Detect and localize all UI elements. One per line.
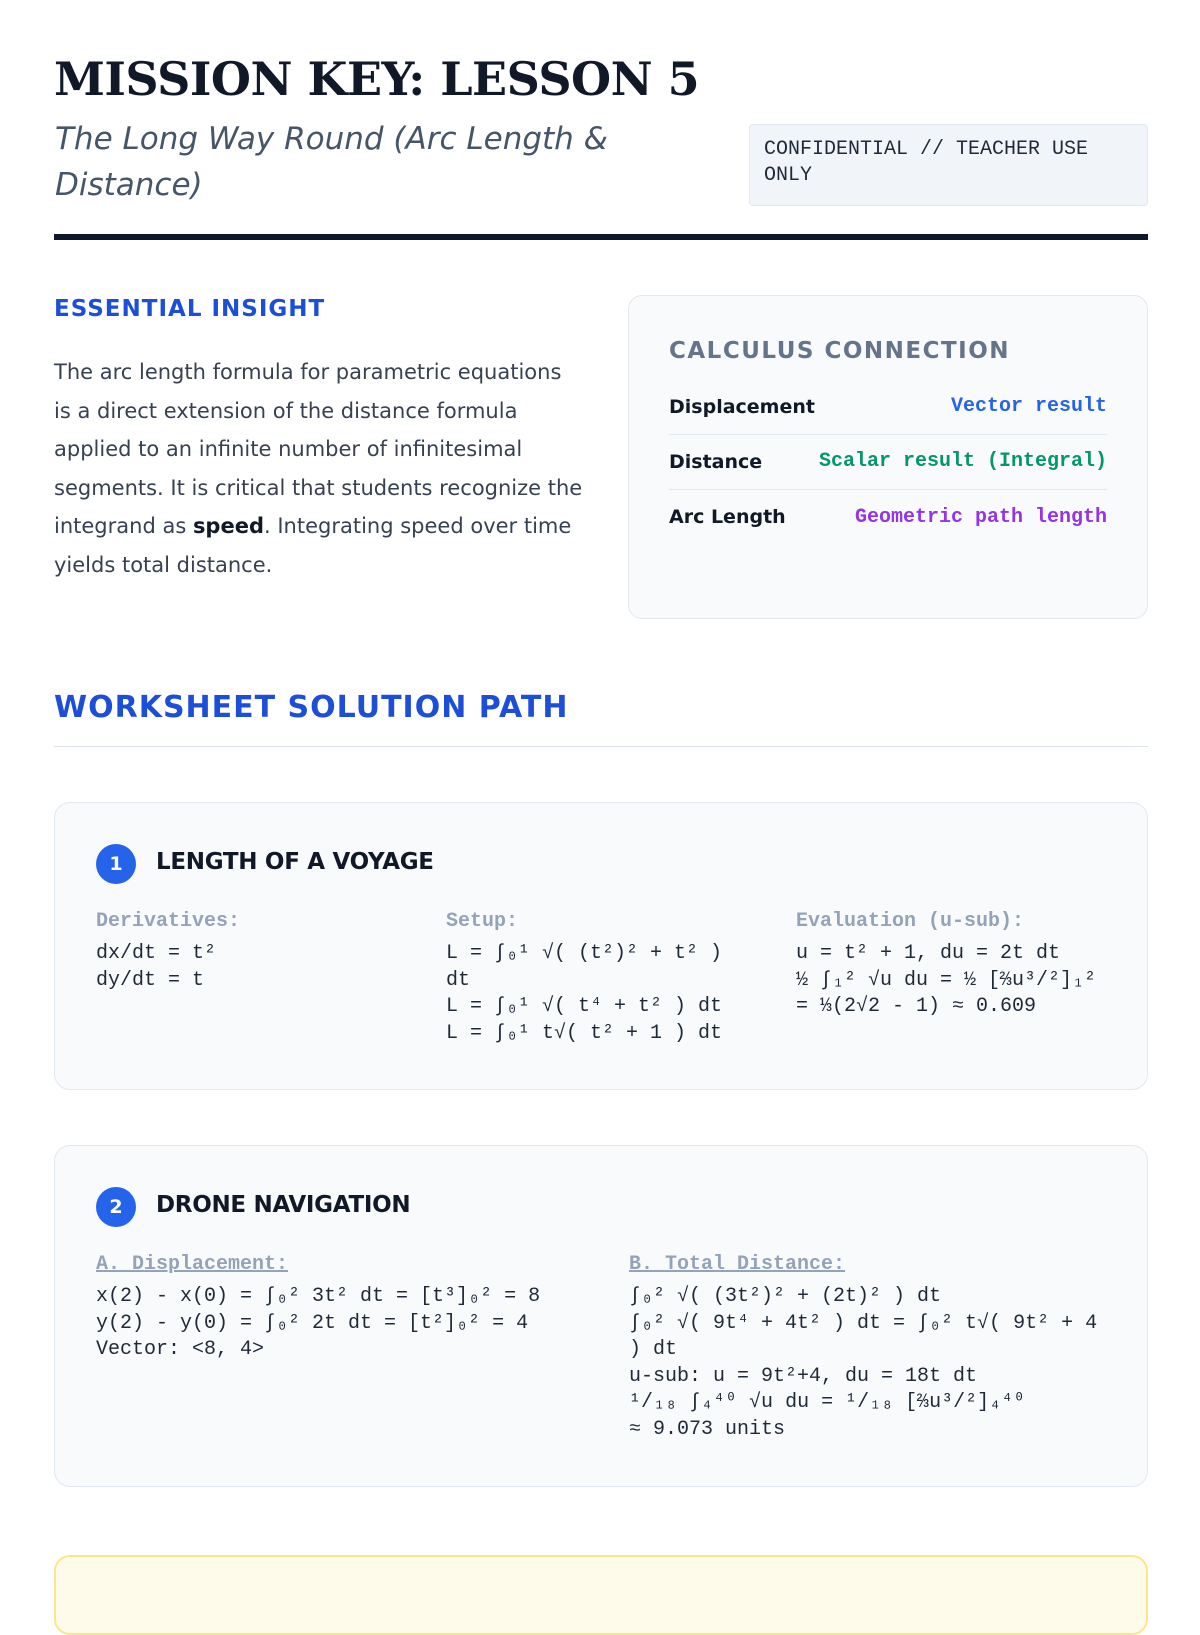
insight-emphasis: speed [192,514,264,538]
calc-row-displacement [669,379,1107,435]
math-line: dy/dt = t [96,968,205,992]
math-line: L = ∫₀¹ √( (t²)² + t² ) dt [446,942,735,992]
header-divider [54,234,1148,240]
setup-column [446,909,746,1047]
problem-title: LENGTH OF A VOYAGE [156,849,434,875]
total-distance-column [629,1252,1109,1444]
insight-text-after: . Integrating speed over time yields total distance. [54,514,572,577]
column-label: Evaluation (u-sub): [796,910,1025,933]
math-line: L = ∫₀¹ t√( t² + 1 ) dt [446,1021,723,1045]
displacement-column [96,1252,596,1364]
calculus-connection-heading: CALCULUS CONNECTION [669,338,1011,364]
essential-insight-heading: ESSENTIAL INSIGHT [54,296,326,322]
step-number-badge: 2 [96,1187,136,1227]
step-number-badge: 1 [96,844,136,884]
math-line: ½ ∫₁² √u du = ½ [⅔u³/²]₁² [796,968,1097,992]
calc-row-distance [669,434,1107,490]
teacher-note-card [54,1555,1148,1635]
evaluation-column [796,909,1116,1021]
math-line: dx/dt = t² [96,942,217,965]
math-line: Vector: <8, 4> [96,1338,265,1362]
worksheet-heading: WORKSHEET SOLUTION PATH [54,690,569,725]
calc-row-arc-length [669,489,1107,545]
math-line: ¹/₁₈ ∫₄⁴⁰ √u du = ¹/₁₈ [⅔u³/²]₄⁴⁰ [629,1391,1026,1415]
math-line: L = ∫₀¹ √( t⁴ + t² ) dt [446,995,723,1019]
calc-term: Displacement [669,395,815,418]
math-line: x(2) - x(0) = ∫₀² 3t² dt = [t³]₀² = 8 [96,1285,541,1308]
math-line: u = t² + 1, du = 2t dt [796,942,1061,965]
calc-term: Distance [669,450,763,473]
math-line: ∫₀² √( 9t⁴ + 4t² ) dt = ∫₀² t√( 9t² + 4 ) dt [629,1311,1110,1362]
column-label: A. Displacement: [96,1253,289,1276]
calc-value: Geometric path length [854,505,1107,529]
derivatives-column [96,909,396,994]
math-line: = ⅓(2√2 - 1) ≈ 0.609 [796,995,1037,1019]
problem-card-2 [54,1145,1148,1487]
calc-term: Arc Length [669,506,786,528]
math-line: ≈ 9.073 units [629,1417,786,1441]
math-line: ∫₀² √( (3t²)² + (2t)² ) dt [629,1285,942,1308]
page-title: MISSION KEY: LESSON 5 [54,52,700,106]
worksheet-divider [54,746,1148,747]
confidential-badge: CONFIDENTIAL // TEACHER USE ONLY [749,124,1148,206]
problem-title: DRONE NAVIGATION [156,1192,411,1218]
math-line: u-sub: u = 9t²+4, du = 18t dt [629,1364,978,1388]
page-subtitle: The Long Way Round (Arc Length & Distance) [55,121,608,203]
calculus-connection-card [628,295,1148,619]
calc-value: Scalar result (Integral) [818,450,1107,473]
calc-value: Vector result [950,395,1107,418]
insight-text-before: The arc length formula for parametric equations is a direct extension of the distance formula applied to an infinite number of infinitesimal segments. It is critical that students recognize the integrand as [54,360,583,538]
math-line: y(2) - y(0) = ∫₀² 2t dt = [t²]₀² = 4 [96,1311,529,1335]
column-label: Derivatives: [96,910,241,933]
column-label: Setup: [446,910,519,933]
essential-insight-text [54,353,584,584]
column-label: B. Total Distance: [629,1253,846,1276]
problem-card-1 [54,802,1148,1090]
